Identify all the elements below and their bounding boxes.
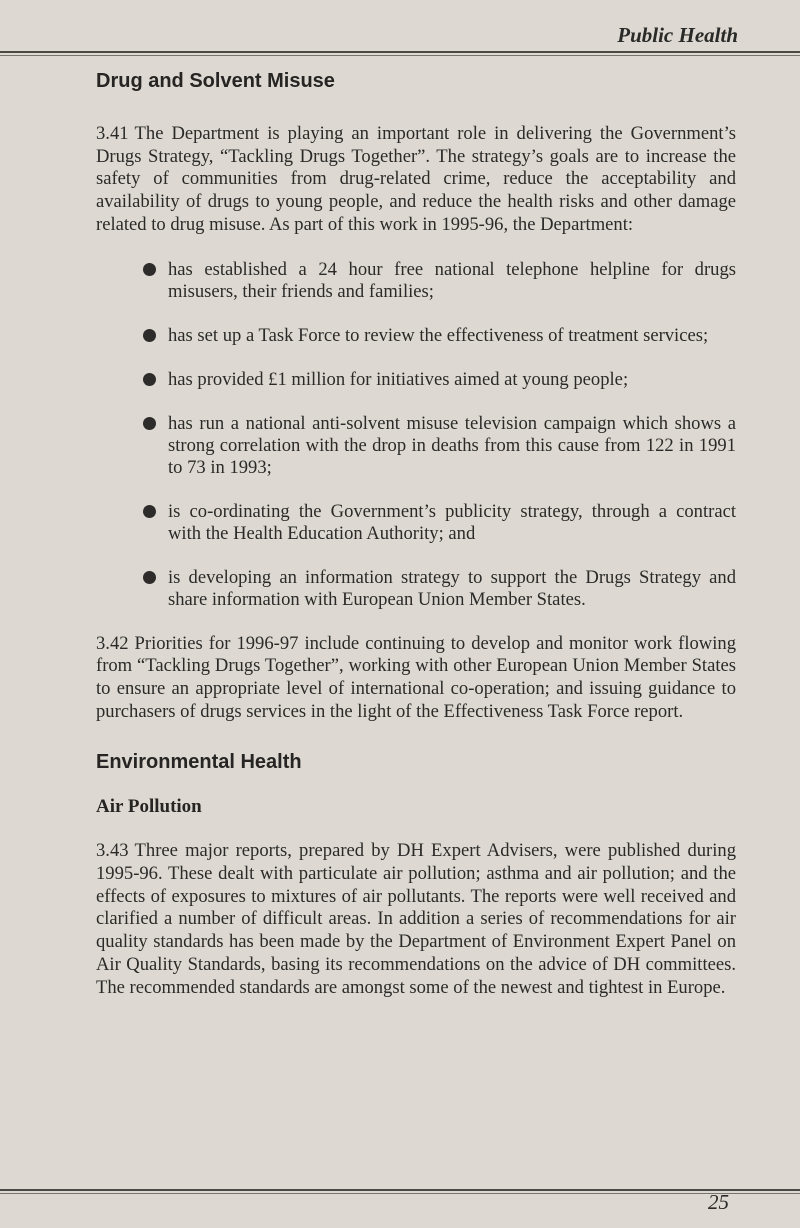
section-heading-environmental-health: Environmental Health [96,751,302,774]
list-item [96,259,736,303]
footer-rule-thin [0,1193,800,1194]
section-heading-drug-misuse: Drug and Solvent Misuse [96,70,335,92]
header-rule-thin [0,55,800,56]
bullet-icon [143,505,156,518]
paragraph-3-43 [96,840,736,999]
list-item [96,369,736,391]
bullet-icon [143,373,156,386]
paragraph-text: Three major reports, prepared by DH Expert Advisers, were published during 1995-96. These dealt with particulate air pollution; asthma and air pollution; and the effects of exposures to mixtures of air pollutants. The reports were well received and clarified a number of difficult areas. In addition a series of recommendations for air quality standards has been made by the Department of Environment Expert Panel on Air Quality Standards, basing its recommendations on the advice of DH committees. The recommended standards are amongst some of the newest and tightest in Europe. [96,840,736,998]
running-header: Public Health [617,23,738,47]
bullet-icon [143,417,156,430]
subheading-air-pollution: Air Pollution [96,796,202,818]
list-item-text: has provided £1 million for initiatives aimed at young people; [168,368,629,390]
list-item-text: has run a national anti-solvent misuse television campaign which shows a strong correlation with the drop in deaths from this cause from 122 in 1991 to 73 in 1993; [168,412,736,478]
list-item [96,567,736,611]
list-item-text: has set up a Task Force to review the effectiveness of treatment services; [168,324,709,346]
list-item [96,325,736,347]
paragraph-3-42 [96,633,736,724]
paragraph-text: Priorities for 1996-97 include continuing to develop and monitor work flowing from “Tackling Drugs Together”, working with other European Union Member States to ensure an appropriate level of international co-operation; and issuing guidance to purchasers of drugs services in the light of the Effectiveness Task Force report. [96,632,736,722]
paragraph-3-41 [96,123,736,237]
bullet-list [96,259,736,611]
bullet-icon [143,329,156,342]
list-item-text: has established a 24 hour free national telephone helpline for drugs misusers, their friends and families; [168,258,736,302]
footer-rule [0,1189,800,1191]
list-item [96,501,736,545]
paragraph-number: 3.41 [96,123,129,144]
page-number: 25 [708,1190,729,1214]
page-content [96,70,736,999]
list-item-text: is developing an information strategy to support the Drugs Strategy and share information with European Union Member States. [168,566,736,610]
bullet-icon [143,263,156,276]
header-rule [0,51,800,53]
paragraph-number: 3.43 [96,840,129,862]
bullet-icon [143,571,156,584]
paragraph-number: 3.42 [96,632,129,654]
list-item [96,413,736,479]
paragraph-text: The Department is playing an important role in delivering the Government’s Drugs Strategy, “Tackling Drugs Together”. The strategy’s goals are to increase the safety of communities from drug-related crime, reduce the acceptability and availability of drugs to young people, and reduce the health risks and other damage related to drug misuse. As part of this work in 1995-96, the Department: [96,123,736,235]
list-item-text: is co-ordinating the Government’s publicity strategy, through a contract with the Health Education Authority; and [168,500,736,544]
